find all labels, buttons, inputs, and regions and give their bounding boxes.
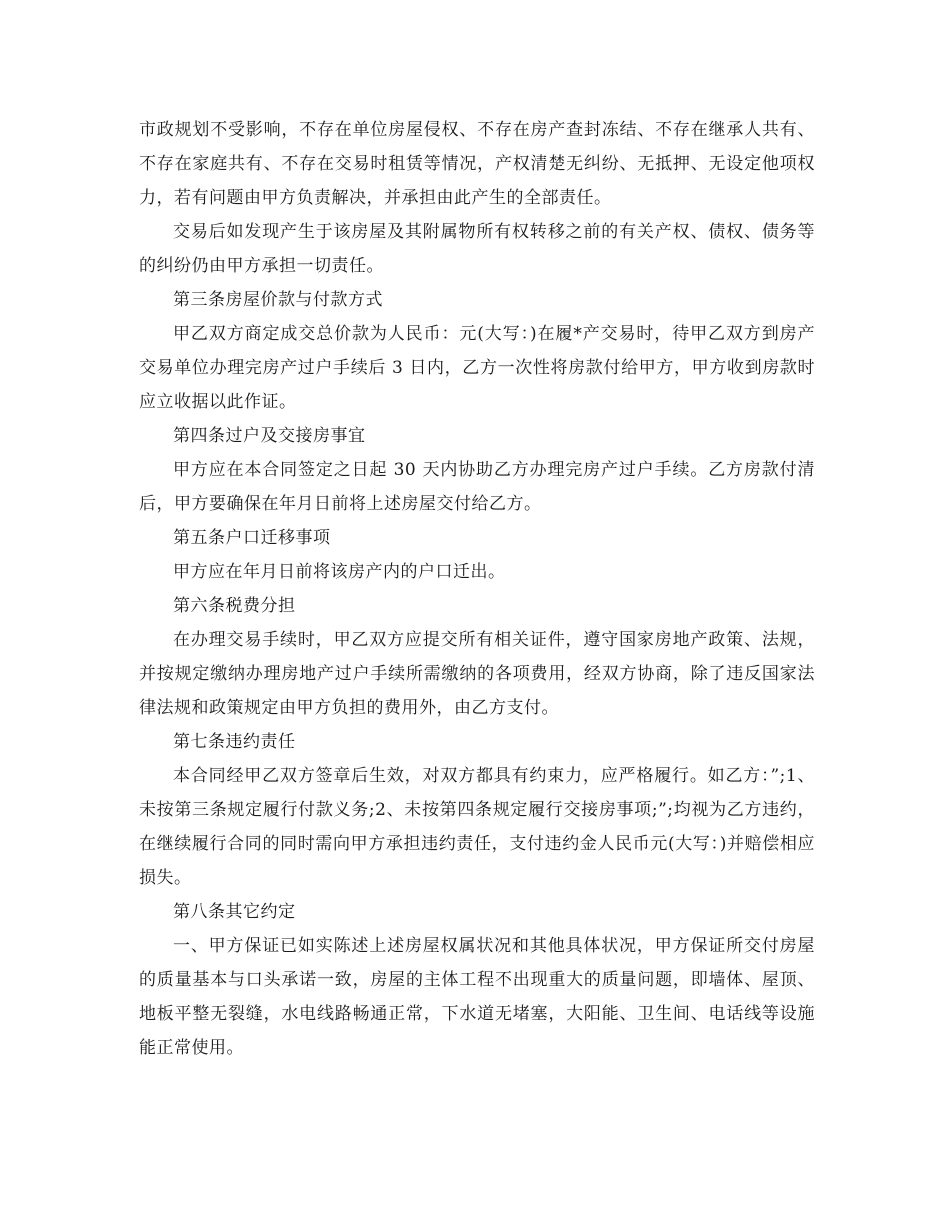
article-6-heading: 第六条税费分担 bbox=[173, 596, 296, 616]
article-5-heading: 第五条户口迁移事项 bbox=[173, 528, 331, 548]
paragraph-price-and-payment: 甲乙双方商定成交总价款为人民币：元(大写：)在履*产交易时，待甲乙双方到房产交易单位办理完房产过户手续后 3 日内，乙方一次性将房款付给甲方，甲方收到房款时应立收据以此作证。 bbox=[139, 324, 815, 412]
paragraph-post-transaction-disputes: 交易后如发现产生于该房屋及其附属物所有权转移之前的有关产权、债权、债务等的纠纷仍由甲方承担一切责任。 bbox=[139, 222, 815, 276]
article-3-heading: 第三条房屋价款与付款方式 bbox=[173, 290, 383, 310]
article-4-heading: 第四条过户及交接房事宜 bbox=[173, 426, 366, 446]
paragraph-breach-liability: 本合同经甲乙双方签章后生效，对双方都具有约束力，应严格履行。如乙方：”;1、未按第三条规定履行付款义务;2、未按第四条规定履行交接房事项;”;均视为乙方违约，在继续履行合同的同时需向甲方承担违约责任，支付违约金人民币元(大写：)并赔偿相应损失。 bbox=[139, 766, 815, 888]
paragraph-household-registration: 甲方应在年月日前将该房产内的户口迁出。 bbox=[173, 562, 506, 582]
paragraph-other-agreements: 一、甲方保证已如实陈述上述房屋权属状况和其他具体状况，甲方保证所交付房屋的质量基本与口头承诺一致，房屋的主体工程不出现重大的质量问题，即墙体、屋顶、地板平整无裂缝，水电线路畅通正常，下水道无堵塞，大阳能、卫生间、电话线等设施能正常使用。 bbox=[139, 936, 815, 1058]
paragraph-tax-sharing: 在办理交易手续时，甲乙双方应提交所有相关证件，遵守国家房地产政策、法规，并按规定缴纳办理房地产过户手续所需缴纳的各项费用，经双方协商，除了违反国家法律法规和政策规定由甲方负担的费用外，由乙方支付。 bbox=[139, 630, 815, 718]
document-body bbox=[139, 113, 815, 1065]
article-7-heading: 第七条违约责任 bbox=[173, 732, 296, 752]
paragraph-transfer-and-handover: 甲方应在本合同签定之日起 30 天内协助乙方办理完房产过户手续。乙方房款付清后，甲方要确保在年月日前将上述房屋交付给乙方。 bbox=[139, 460, 815, 514]
paragraph-ownership-guarantee: 市政规划不受影响，不存在单位房屋侵权、不存在房产查封冻结、不存在继承人共有、不存在家庭共有、不存在交易时租赁等情况，产权清楚无纠纷、无抵押、无设定他项权力，若有问题由甲方负责解决，并承担由此产生的全部责任。 bbox=[139, 120, 815, 208]
article-8-heading: 第八条其它约定 bbox=[173, 902, 296, 922]
